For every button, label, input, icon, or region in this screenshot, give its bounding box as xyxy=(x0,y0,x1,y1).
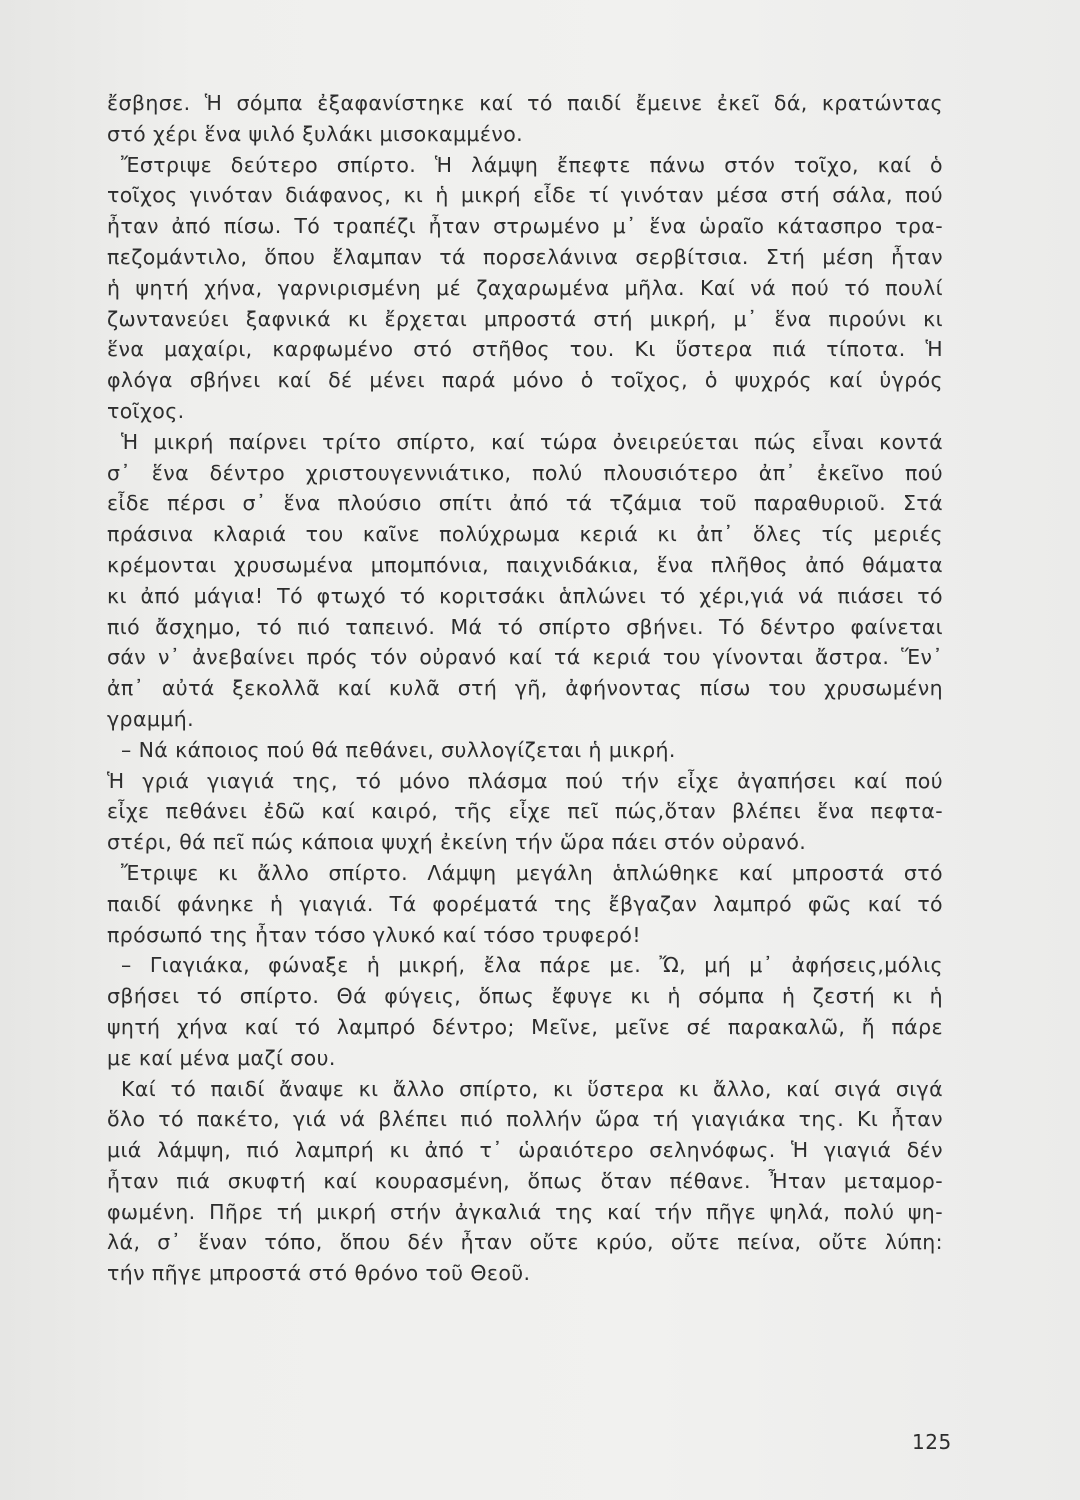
text-line: γραμμή. xyxy=(107,706,195,731)
text-line: με καί μένα μαζί σου. xyxy=(107,1045,336,1070)
text-line: ἡ ψητή χήνα, γαρνιρισμένη μέ ζαχαρωμένα μῆλα. Καί νά πού τό πουλί xyxy=(107,275,943,300)
text-line: μιά λάμψη, πιό λαμπρή κι ἀπό τ᾿ ὡραιότερο σεληνόφως. Ἡ γιαγιά δέν xyxy=(107,1138,943,1163)
text-line: σάν ν᾿ ἀνεβαίνει πρός τόν οὐρανό καί τά κεριά του γίνονται ἄστρα. Ἕν᾿ xyxy=(107,645,943,670)
text-line: στό χέρι ἕνα ψιλό ξυλάκι μισοκαμμένο. xyxy=(107,121,524,146)
text-line: τοῖχος. xyxy=(107,398,185,423)
text-line: πρόσωπό της ἦταν τόσο γλυκό καί τόσο τρυφερό! xyxy=(107,922,641,947)
text-line: ἀπ᾿ αὐτά ξεκολλᾶ καί κυλᾶ στή γῆ, ἀφήνοντας πίσω του χρυσωμένη xyxy=(107,676,943,701)
text-line: – Νά κάποιος πού θά πεθάνει, συλλογίζεται ἡ μικρή. xyxy=(121,737,676,762)
text-line: ἔσβησε. Ἡ σόμπα ἐξαφανίστηκε καί τό παιδί ἔμεινε ἐκεῖ δά, κρατώντας xyxy=(107,91,943,115)
text-line: παιδί φάνηκε ἡ γιαγιά. Τά φορέματά της ἔβγαζαν λαμπρό φῶς καί τό xyxy=(107,891,943,916)
text-line: Ἔτριψε κι ἄλλο σπίρτο. Λάμψη μεγάλη ἁπλώθηκε καί μπροστά στό xyxy=(121,860,943,885)
text-line: Ἔστριψε δεύτερο σπίρτο. Ἡ λάμψη ἔπεφτε πάνω στόν τοῖχο, καί ὁ xyxy=(121,152,943,177)
text-line: ἦταν πιά σκυφτή καί κουρασμένη, ὅπως ὅταν πέθανε. Ἦταν μεταμορ- xyxy=(107,1168,943,1193)
text-line: εἶδε πέρσι σ᾿ ἕνα πλούσιο σπίτι ἀπό τά τζάμια τοῦ παραθυριοῦ. Στά xyxy=(107,491,943,516)
text-line: εἶχε πεθάνει ἐδῶ καί καιρό, τῆς εἶχε πεῖ πώς,ὅταν βλέπει ἕνα πεφτα- xyxy=(107,799,943,824)
text-line: λά, σ᾿ ἕναν τόπο, ὅπου δέν ἦταν οὔτε κρύο, οὔτε πείνα, οὔτε λύπη: xyxy=(107,1230,943,1255)
text-line: φλόγα σβήνει καί δέ μένει παρά μόνο ὁ τοῖχος, ὁ ψυχρός καί ὑγρός xyxy=(107,368,943,393)
page-number: 125 xyxy=(912,1430,952,1454)
text-line: ἕνα μαχαίρι, καρφωμένο στό στῆθος του. Κι ὕστερα πιά τίποτα. Ἡ xyxy=(107,337,943,362)
text-line: σβήσει τό σπίρτο. Θά φύγεις, ὅπως ἔφυγε κι ἡ σόμπα ἡ ζεστή κι ἡ xyxy=(107,984,943,1009)
body-text xyxy=(107,88,943,1289)
text-line: πεζομάντιλο, ὅπου ἔλαμπαν τά πορσελάνινα σερβίτσια. Στή μέση ἦταν xyxy=(107,244,943,269)
text-line: κι ἀπό μάγια! Τό φτωχό τό κοριτσάκι ἁπλώνει τό χέρι,γιά νά πιάσει τό xyxy=(107,583,943,608)
text-line: ψητή χήνα καί τό λαμπρό δέντρο; Μεῖνε, μεῖνε σέ παρακαλῶ, ἤ πάρε xyxy=(107,1014,943,1039)
text-line: Καί τό παιδί ἄναψε κι ἄλλο σπίρτο, κι ὕστερα κι ἄλλο, καί σιγά σιγά xyxy=(121,1076,943,1101)
text-line: ζωντανεύει ξαφνικά κι ἔρχεται μπροστά στή μικρή, μ᾿ ἕνα πιρούνι κι xyxy=(107,306,943,331)
text-line: – Γιαγιάκα, φώναξε ἡ μικρή, ἔλα πάρε με. Ὤ, μή μ᾿ ἀφήσεις,μόλις xyxy=(121,953,943,978)
text-line: Ἡ μικρή παίρνει τρίτο σπίρτο, καί τώρα ὀνειρεύεται πώς εἶναι κοντά xyxy=(121,429,943,454)
text-line: κρέμονται χρυσωμένα μπομπόνια, παιχνιδάκια, ἕνα πλῆθος ἀπό θάματα xyxy=(107,552,943,577)
text-line: σ᾿ ἕνα δέντρο χριστουγεννιάτικο, πολύ πλουσιότερο ἀπ᾿ ἐκεῖνο πού xyxy=(107,460,943,485)
text-line: ἦταν ἀπό πίσω. Τό τραπέζι ἦταν στρωμένο μ᾿ ἕνα ὡραῖο κάτασπρο τρα- xyxy=(107,214,943,239)
text-line: πράσινα κλαριά του καῖνε πολύχρωμα κεριά κι ἀπ᾿ ὅλες τίς μεριές xyxy=(107,522,943,547)
text-line: ὅλο τό πακέτο, γιά νά βλέπει πιό πολλήν ὥρα τή γιαγιάκα της. Κι ἦταν xyxy=(107,1107,943,1132)
text-line: πιό ἄσχημο, τό πιό ταπεινό. Μά τό σπίρτο σβήνει. Τό δέντρο φαίνεται xyxy=(107,614,943,639)
text-line: φωμένη. Πῆρε τή μικρή στήν ἀγκαλιά της καί τήν πῆγε ψηλά, πολύ ψη- xyxy=(107,1199,943,1224)
text-line: Ἡ γριά γιαγιά της, τό μόνο πλάσμα πού τήν εἶχε ἀγαπήσει καί πού xyxy=(107,768,943,793)
text-line: στέρι, θά πεῖ πώς κάποια ψυχή ἐκείνη τήν ὥρα πάει στόν οὐρανό. xyxy=(107,830,807,855)
text-line: τήν πῆγε μπροστά στό θρόνο τοῦ Θεοῦ. xyxy=(107,1261,531,1286)
text-line: τοῖχος γινόταν διάφανος, κι ἡ μικρή εἶδε τί γινόταν μέσα στή σάλα, πού xyxy=(107,183,943,208)
